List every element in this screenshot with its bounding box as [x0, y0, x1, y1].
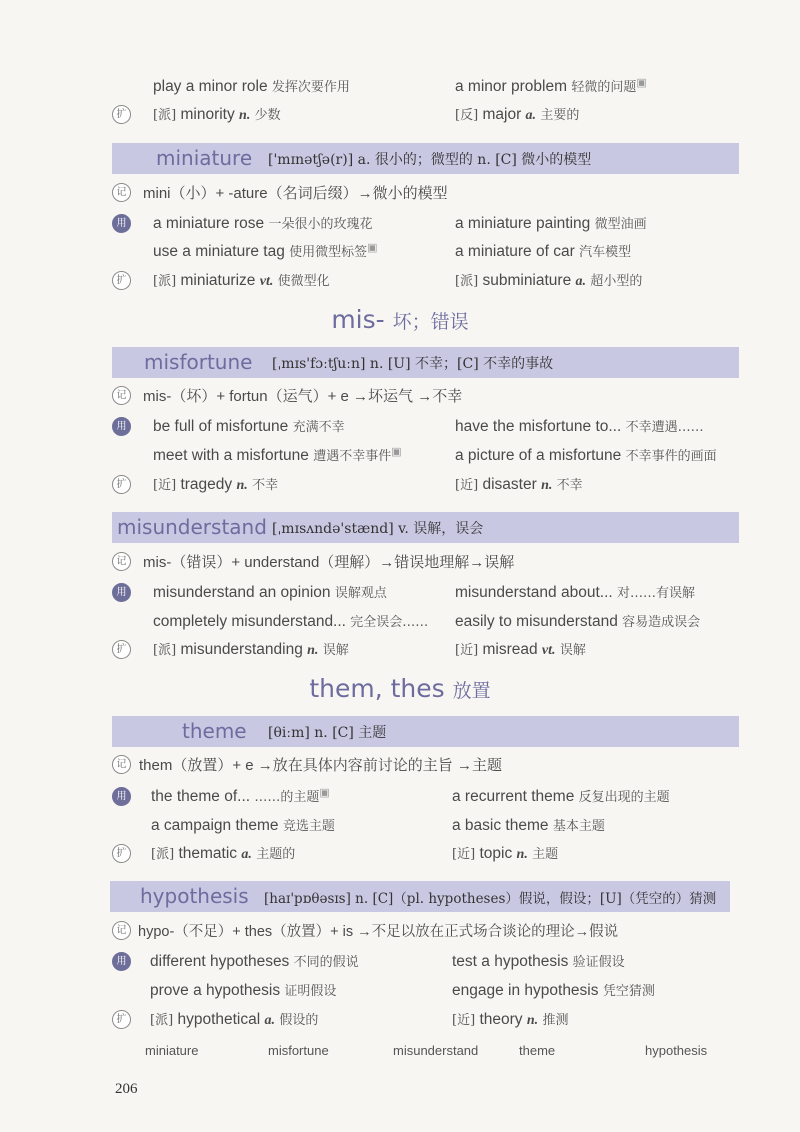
usage-row — [0, 445, 800, 473]
extension-item: [派] thematic a. 主题的 — [151, 845, 296, 862]
extension-row — [0, 1009, 800, 1037]
usage-phrase: completely misunderstand... 完全误会…… — [153, 613, 429, 630]
audio-icon: ▣ — [636, 77, 647, 89]
usage-phrase: a minor problem 轻微的问题 ▣ — [455, 77, 647, 95]
usage-phrase: play a minor role 发挥次要作用 — [153, 78, 350, 95]
extension-item: [派] misunderstanding n. 误解 — [153, 641, 349, 658]
usage-phrase: be full of misfortune 充满不幸 — [153, 418, 345, 435]
memo-text: mis-（错误）+ understand（理解）→错误地理解→误解 — [143, 554, 515, 571]
usage-row — [0, 76, 800, 104]
extension-marker-icon: 扩 — [112, 640, 131, 659]
usage-phrase: use a miniature tag 使用微型标签 ▣ — [153, 242, 378, 260]
audio-icon: ▣ — [391, 446, 402, 458]
usage-marker-icon: 用 — [112, 417, 131, 436]
usage-row — [0, 980, 800, 1008]
memo-row — [0, 754, 800, 782]
entry-header-theme — [112, 716, 739, 747]
footer-word: miniature — [145, 1043, 199, 1058]
entry-header-misunderstand — [112, 512, 739, 543]
headword: misunderstand — [117, 515, 267, 539]
usage-row — [0, 611, 800, 639]
memo-row — [0, 920, 800, 948]
extension-marker-icon: 扩 — [112, 105, 131, 124]
extension-item: [近] theory n. 推测 — [452, 1011, 569, 1028]
usage-row — [0, 815, 800, 843]
entry-header-miniature — [112, 143, 739, 174]
extension-item: [派] miniaturize vt. 使微型化 — [153, 272, 330, 289]
usage-phrase: misunderstand about... 对……有误解 — [455, 584, 696, 601]
usage-phrase: misunderstand an opinion 误解观点 — [153, 584, 387, 601]
footer-word: misfortune — [268, 1043, 329, 1058]
memo-text: them（放置）+ e →放在具体内容前讨论的主旨 →主题 — [139, 757, 502, 774]
memo-marker-icon: 记 — [112, 552, 131, 571]
usage-row — [0, 241, 800, 269]
phonetic-definition: ['mɪnətʃə(r)] a. 很小的；微型的 n. [C] 微小的模型 — [268, 152, 592, 168]
entry-header-misfortune — [112, 347, 739, 378]
usage-phrase: a miniature painting 微型油画 — [455, 215, 647, 232]
headword: theme — [182, 719, 247, 743]
memo-text: hypo-（不足）+ thes（放置）+ is →不足以放在正式场合谈论的理论→假说 — [138, 924, 619, 940]
extension-item: [近] tragedy n. 不幸 — [153, 476, 279, 493]
memo-row — [0, 551, 800, 579]
extension-item: [近] misread vt. 误解 — [455, 641, 586, 658]
usage-marker-icon: 用 — [112, 214, 131, 233]
extension-row — [0, 270, 800, 298]
usage-phrase: test a hypothesis 验证假设 — [452, 953, 625, 970]
memo-marker-icon: 记 — [112, 755, 131, 774]
extension-item: [派] subminiature a. 超小型的 — [455, 272, 643, 289]
headword: hypothesis — [140, 884, 249, 908]
usage-phrase: prove a hypothesis 证明假设 — [150, 982, 337, 999]
usage-row — [0, 786, 800, 814]
extension-row — [0, 843, 800, 871]
extension-row — [0, 104, 800, 132]
usage-phrase: a campaign theme 竞选主题 — [151, 817, 335, 834]
usage-phrase: a basic theme 基本主题 — [452, 817, 605, 834]
audio-icon: ▣ — [319, 787, 330, 799]
extension-row — [0, 474, 800, 502]
usage-marker-icon: 用 — [112, 952, 131, 971]
extension-marker-icon: 扩 — [112, 475, 131, 494]
extension-item: [派] hypothetical a. 假设的 — [150, 1011, 319, 1028]
usage-phrase: a miniature rose 一朵很小的玫瑰花 — [153, 215, 373, 232]
extension-row — [0, 639, 800, 667]
phonetic-definition: [ˌmɪsʌndə'stænd] v. 误解，误会 — [272, 521, 484, 537]
usage-phrase: a miniature of car 汽车模型 — [455, 243, 632, 260]
phonetic-definition: [θiːm] n. [C] 主题 — [268, 725, 387, 741]
extension-marker-icon: 扩 — [112, 1010, 131, 1029]
audio-icon: ▣ — [367, 242, 378, 254]
memo-marker-icon: 记 — [112, 921, 131, 940]
usage-phrase: engage in hypothesis 凭空猜测 — [452, 982, 655, 999]
memo-row — [0, 182, 800, 210]
memo-marker-icon: 记 — [112, 386, 131, 405]
phonetic-definition: [ˌmɪs'fɔːtʃuːn] n. [U] 不幸；[C] 不幸的事故 — [272, 356, 554, 372]
phonetic-definition: [haɪ'pɒθəsɪs] n. [C]（pl. hypotheses）假说，假设；[U]（凭空的）猜测 — [264, 891, 717, 907]
extension-item: [近] disaster n. 不幸 — [455, 476, 583, 493]
usage-phrase: a picture of a misfortune 不幸事件的画面 — [455, 447, 717, 464]
extension-marker-icon: 扩 — [112, 271, 131, 290]
usage-phrase: meet with a misfortune 遭遇不幸事件 ▣ — [153, 446, 402, 464]
extension-item: [近] topic n. 主题 — [452, 845, 559, 862]
footer-word: misunderstand — [393, 1043, 479, 1058]
usage-phrase: have the misfortune to... 不幸遭遇…… — [455, 418, 704, 435]
memo-row — [0, 385, 800, 413]
usage-marker-icon: 用 — [112, 787, 131, 806]
usage-phrase: different hypotheses 不同的假说 — [150, 953, 359, 970]
headword: miniature — [156, 146, 253, 170]
page-number: 206 — [115, 1081, 138, 1097]
usage-marker-icon: 用 — [112, 583, 131, 602]
extension-item: [反] major a. 主要的 — [455, 106, 580, 123]
usage-phrase: easily to misunderstand 容易造成误会 — [455, 613, 701, 630]
headword: misfortune — [144, 350, 253, 374]
usage-row — [0, 416, 800, 444]
usage-phrase: the theme of... ……的主题 ▣ — [151, 787, 330, 805]
extension-marker-icon: 扩 — [112, 844, 131, 863]
usage-phrase: a recurrent theme 反复出现的主题 — [452, 788, 670, 805]
footer-word: hypothesis — [645, 1043, 708, 1058]
memo-marker-icon: 记 — [112, 183, 131, 202]
memo-text: mis-（坏）+ fortun（运气）+ e →坏运气 →不幸 — [143, 388, 463, 405]
entry-header-hypothesis — [110, 881, 730, 912]
root-heading: them, thes 放置 — [309, 674, 491, 703]
usage-row — [0, 951, 800, 979]
root-heading: mis- 坏；错误 — [331, 305, 469, 334]
usage-row — [0, 213, 800, 241]
usage-row — [0, 582, 800, 610]
footer-word: theme — [519, 1043, 556, 1058]
memo-text: mini（小）+ -ature（名词后缀）→微小的模型 — [143, 185, 448, 202]
extension-item: [派] minority n. 少数 — [153, 106, 281, 123]
